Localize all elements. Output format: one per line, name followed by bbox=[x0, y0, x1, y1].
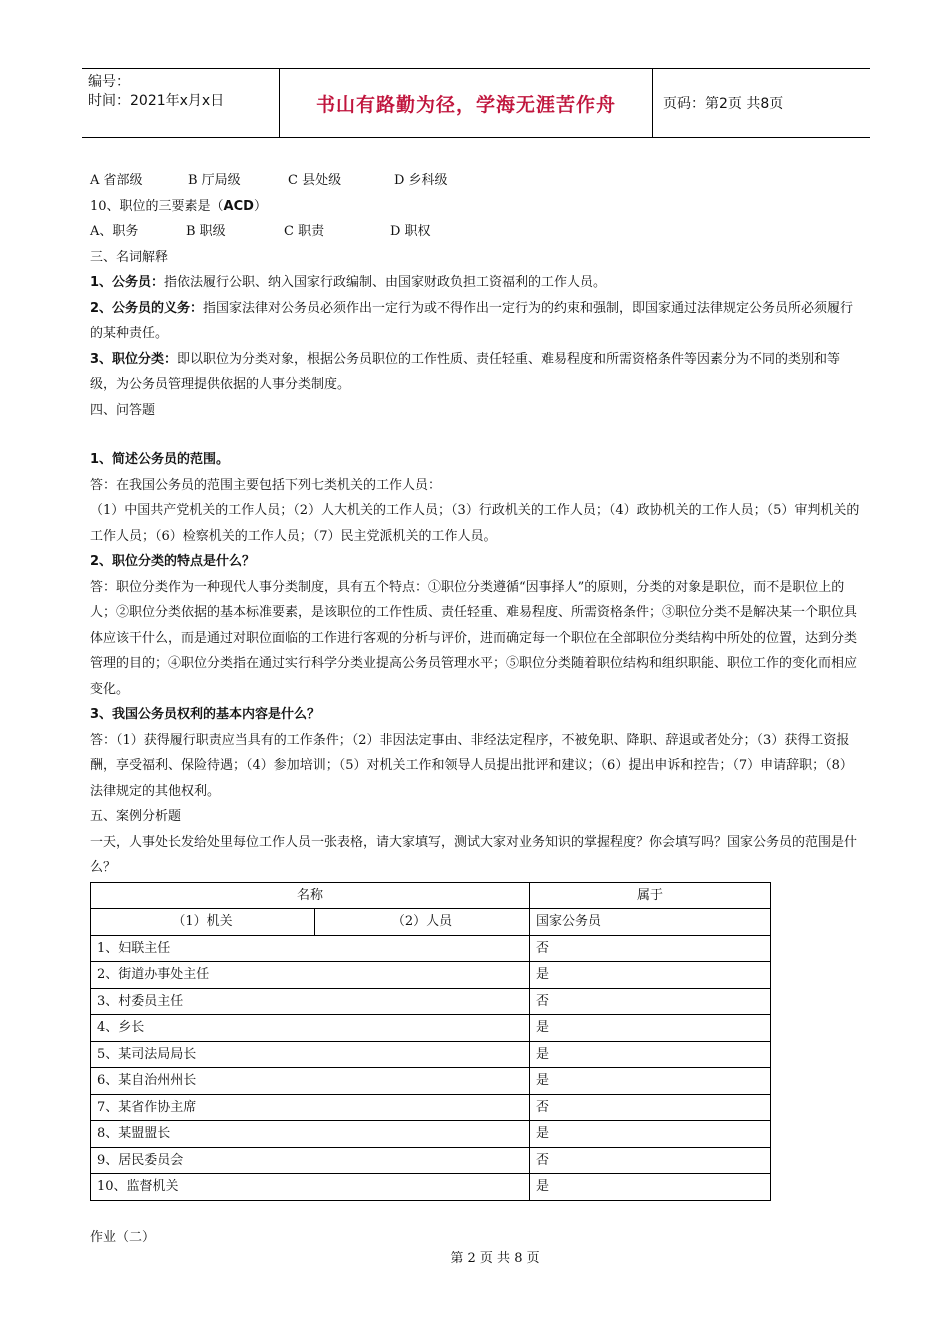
number-label: 编号： bbox=[88, 74, 130, 90]
qa1-answer-intro: 答：在我国公务员的范围主要包括下列七类机关的工作人员： bbox=[90, 477, 442, 493]
row-name: 3、村委员主任 bbox=[91, 988, 530, 1015]
table-row bbox=[91, 962, 771, 989]
subheader-belong: 国家公务员 bbox=[530, 909, 771, 936]
table-row bbox=[91, 935, 771, 962]
table-row bbox=[91, 1147, 771, 1174]
document-body bbox=[90, 168, 862, 1250]
spacer bbox=[90, 423, 862, 447]
table-row bbox=[91, 988, 771, 1015]
q9-option-b: B 厅局级 bbox=[188, 173, 241, 188]
row-value: 是 bbox=[530, 1174, 771, 1201]
q10-option-a: A、职务 bbox=[90, 224, 139, 239]
row-name: 1、妇联主任 bbox=[91, 935, 530, 962]
row-name: 10、监督机关 bbox=[91, 1174, 530, 1201]
case-table bbox=[90, 882, 771, 1201]
row-name: 6、某自治州州长 bbox=[91, 1068, 530, 1095]
table-row bbox=[91, 1041, 771, 1068]
page-footer: 第 2 页 共 8 页 bbox=[450, 1251, 540, 1266]
row-name: 9、居民委员会 bbox=[91, 1147, 530, 1174]
row-name: 4、乡长 bbox=[91, 1015, 530, 1042]
table-subheader-row bbox=[91, 909, 771, 936]
term-1-def: 指依法履行公职、纳入国家行政编制、由国家财政负担工资福利的工作人员。 bbox=[164, 275, 607, 290]
row-name: 8、某盟盟长 bbox=[91, 1121, 530, 1148]
q10-stem-text: 10、职位的三要素是（ bbox=[90, 198, 224, 214]
q9-option-a: A 省部级 bbox=[90, 173, 143, 188]
qa2-answer: 答：职位分类作为一种现代人事分类制度，具有五个特点：①职位分类遵循“因事择人”的原则，分类的对象是职位，而不是职位上的人；②职位分类依据的基本标准要素，是该职位的工作性质、责任轻重、难易程度、所需资格条件；③职位分类不是解决某一个职位具体应该干什么，而是通过对职位面临的工作进行客观的分析与评价，进而确定每一个职位在全部职位分类结构中所处的位置，达到分类管理的目的；④职位分类指在通过实行科学分类业提高公务员管理水平；⑤职位分类随着职位结构和组织职能、职位工作的变化而相应变化。 bbox=[90, 579, 858, 697]
table-row bbox=[91, 1015, 771, 1042]
header-meta bbox=[82, 69, 280, 137]
subheader-org: （1）机关 bbox=[91, 909, 315, 936]
row-name: 2、街道办事处主任 bbox=[91, 962, 530, 989]
date-label: 时间：2021年x月x日 bbox=[88, 93, 225, 109]
qa1-question: 1、简述公务员的范围。 bbox=[90, 452, 230, 467]
row-value: 否 bbox=[530, 935, 771, 962]
term-3 bbox=[90, 347, 862, 398]
section4-title: 四、问答题 bbox=[90, 402, 156, 418]
page-header bbox=[82, 68, 870, 138]
row-value: 是 bbox=[530, 962, 771, 989]
q9-option-c: C 县处级 bbox=[288, 173, 342, 188]
section3-title: 三、名词解释 bbox=[90, 249, 169, 265]
q10-answer: ACD bbox=[223, 198, 254, 214]
row-value: 是 bbox=[530, 1121, 771, 1148]
header-motto: 书山有路勤为径，学海无涯苦作舟 bbox=[280, 69, 653, 137]
table-row bbox=[91, 1068, 771, 1095]
row-value: 是 bbox=[530, 1068, 771, 1095]
row-value: 是 bbox=[530, 1041, 771, 1068]
q10-close: ） bbox=[253, 198, 267, 214]
q10-option-d: D 职权 bbox=[390, 224, 431, 239]
table-header-row bbox=[91, 882, 771, 909]
q9-options bbox=[90, 168, 862, 194]
q10-options bbox=[90, 219, 862, 245]
homework-title: 作业（二） bbox=[90, 1229, 156, 1245]
row-name: 7、某省作协主席 bbox=[91, 1094, 530, 1121]
term-3-def: 即以职位为分类对象，根据公务员职位的工作性质、责任轻重、难易程度和所需资格条件等因素分为不同的类别和等级，为公务员管理提供依据的人事分类制度。 bbox=[90, 351, 841, 392]
q10-option-c: C 职责 bbox=[284, 224, 325, 239]
subheader-person: （2）人员 bbox=[315, 909, 530, 936]
term-2-label: 2、公务员的义务： bbox=[90, 300, 204, 316]
header-belong: 属于 bbox=[530, 882, 771, 909]
row-value: 否 bbox=[530, 988, 771, 1015]
qa3-question: 3、我国公务员权利的基本内容是什么？ bbox=[90, 707, 321, 722]
q9-option-d: D 乡科级 bbox=[394, 173, 448, 188]
header-name: 名称 bbox=[91, 882, 530, 909]
term-1-label: 1、公务员： bbox=[90, 275, 165, 290]
q10-option-b: B 职级 bbox=[186, 224, 226, 239]
term-1 bbox=[90, 270, 862, 296]
q10-stem bbox=[90, 194, 862, 220]
term-2 bbox=[90, 296, 862, 347]
qa1-answer-list: （1）中国共产党机关的工作人员；（2）人大机关的工作人员；（3）行政机关的工作人员；（4）政协机关的工作人员；（5）审判机关的工作人员；（6）检察机关的工作人员；（7）民主党派机关的工作人员。 bbox=[90, 503, 860, 544]
row-value: 否 bbox=[530, 1094, 771, 1121]
term-3-label: 3、职位分类： bbox=[90, 351, 178, 367]
table-row bbox=[91, 1174, 771, 1201]
table-row bbox=[91, 1094, 771, 1121]
row-name: 5、某司法局局长 bbox=[91, 1041, 530, 1068]
table-row bbox=[91, 1121, 771, 1148]
qa3-answer: 答：（1）获得履行职责应当具有的工作条件；（2）非因法定事由、非经法定程序，不被免职、降职、辞退或者处分；（3）获得工资报酬，享受福利、保险待遇；（4）参加培训；（5）对机关工作和领导人员提出批评和建议；（6）提出申诉和控告；（7）申请辞职；（8）法律规定的其他权利。 bbox=[90, 732, 853, 799]
case-text: 一天，人事处长发给处里每位工作人员一张表格，请大家填写，测试大家对业务知识的掌握程度？你会填写吗？国家公务员的范围是什么？ bbox=[90, 834, 858, 875]
row-value: 否 bbox=[530, 1147, 771, 1174]
qa2-question: 2、职位分类的特点是什么？ bbox=[90, 554, 256, 569]
header-page-label: 页码：第2页 共8页 bbox=[663, 96, 784, 112]
row-value: 是 bbox=[530, 1015, 771, 1042]
term-2-def: 指国家法律对公务员必须作出一定行为或不得作出一定行为的约束和强制，即国家通过法律规定公务员所必须履行的某种责任。 bbox=[90, 300, 854, 341]
section5-title: 五、案例分析题 bbox=[90, 809, 182, 824]
